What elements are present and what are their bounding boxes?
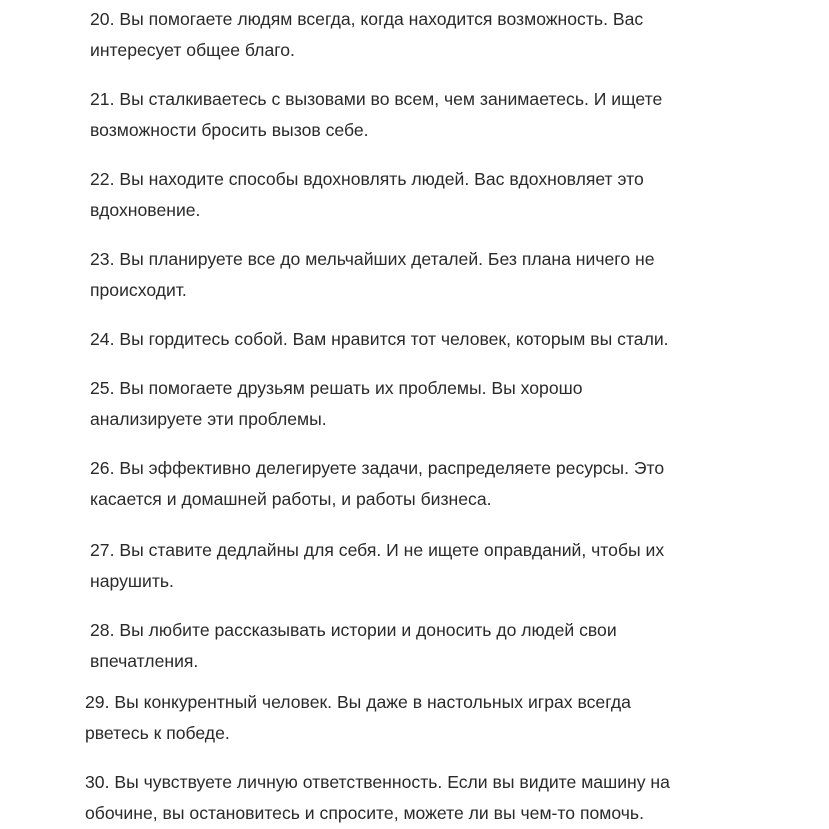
list-item bbox=[90, 244, 655, 306]
list-item bbox=[90, 373, 583, 435]
list-item bbox=[85, 687, 631, 749]
list-item bbox=[85, 767, 670, 829]
list-item-line: анализируете эти проблемы. bbox=[90, 409, 327, 429]
list-item bbox=[90, 324, 669, 355]
list-item-line: рветесь к победе. bbox=[85, 723, 230, 743]
list-item-line: 22. Вы находите способы вдохновлять людей. Вас вдохновляет это bbox=[90, 169, 644, 189]
list-item-line: 30. Вы чувствуете личную ответственность. Если вы видите машину на bbox=[85, 772, 670, 792]
list-item-line: 28. Вы любите рассказывать истории и доносить до людей свои bbox=[90, 620, 617, 640]
list-item-line: 26. Вы эффективно делегируете задачи, распределяете ресурсы. Это bbox=[90, 458, 665, 478]
list-item-line: 24. Вы гордитесь собой. Вам нравится тот человек, которым вы стали. bbox=[90, 329, 669, 349]
list-item-line: возможности бросить вызов себе. bbox=[90, 120, 369, 140]
list-item-line: интересует общее благо. bbox=[90, 40, 295, 60]
list-item-line: обочине, вы остановитесь и спросите, можете ли вы чем-то помочь. bbox=[85, 803, 644, 823]
list-item bbox=[90, 615, 617, 677]
list-item-line: 25. Вы помогаете друзьям решать их проблемы. Вы хорошо bbox=[90, 378, 583, 398]
list-item bbox=[90, 453, 664, 515]
list-item-line: впечатления. bbox=[90, 651, 199, 671]
list-item bbox=[90, 535, 664, 597]
list-item bbox=[90, 164, 644, 226]
list-item-line: 29. Вы конкурентный человек. Вы даже в настольных играх всегда bbox=[85, 692, 631, 712]
list-item-line: касается и домашней работы, и работы бизнеса. bbox=[90, 489, 492, 509]
list-item-line: вдохновение. bbox=[90, 200, 201, 220]
list-item-line: 23. Вы планируете все до мельчайших деталей. Без плана ничего не bbox=[90, 249, 655, 269]
list-item-line: происходит. bbox=[90, 280, 187, 300]
list-item-line: 20. Вы помогаете людям всегда, когда находится возможность. Вас bbox=[90, 9, 644, 29]
list-item bbox=[90, 84, 662, 146]
list-item bbox=[90, 4, 643, 66]
list-item-line: нарушить. bbox=[90, 571, 174, 591]
list-item-line: 27. Вы ставите дедлайны для себя. И не ищете оправданий, чтобы их bbox=[90, 540, 665, 560]
list-item-line: 21. Вы сталкиваетесь с вызовами во всем, чем занимаетесь. И ищете bbox=[90, 89, 663, 109]
